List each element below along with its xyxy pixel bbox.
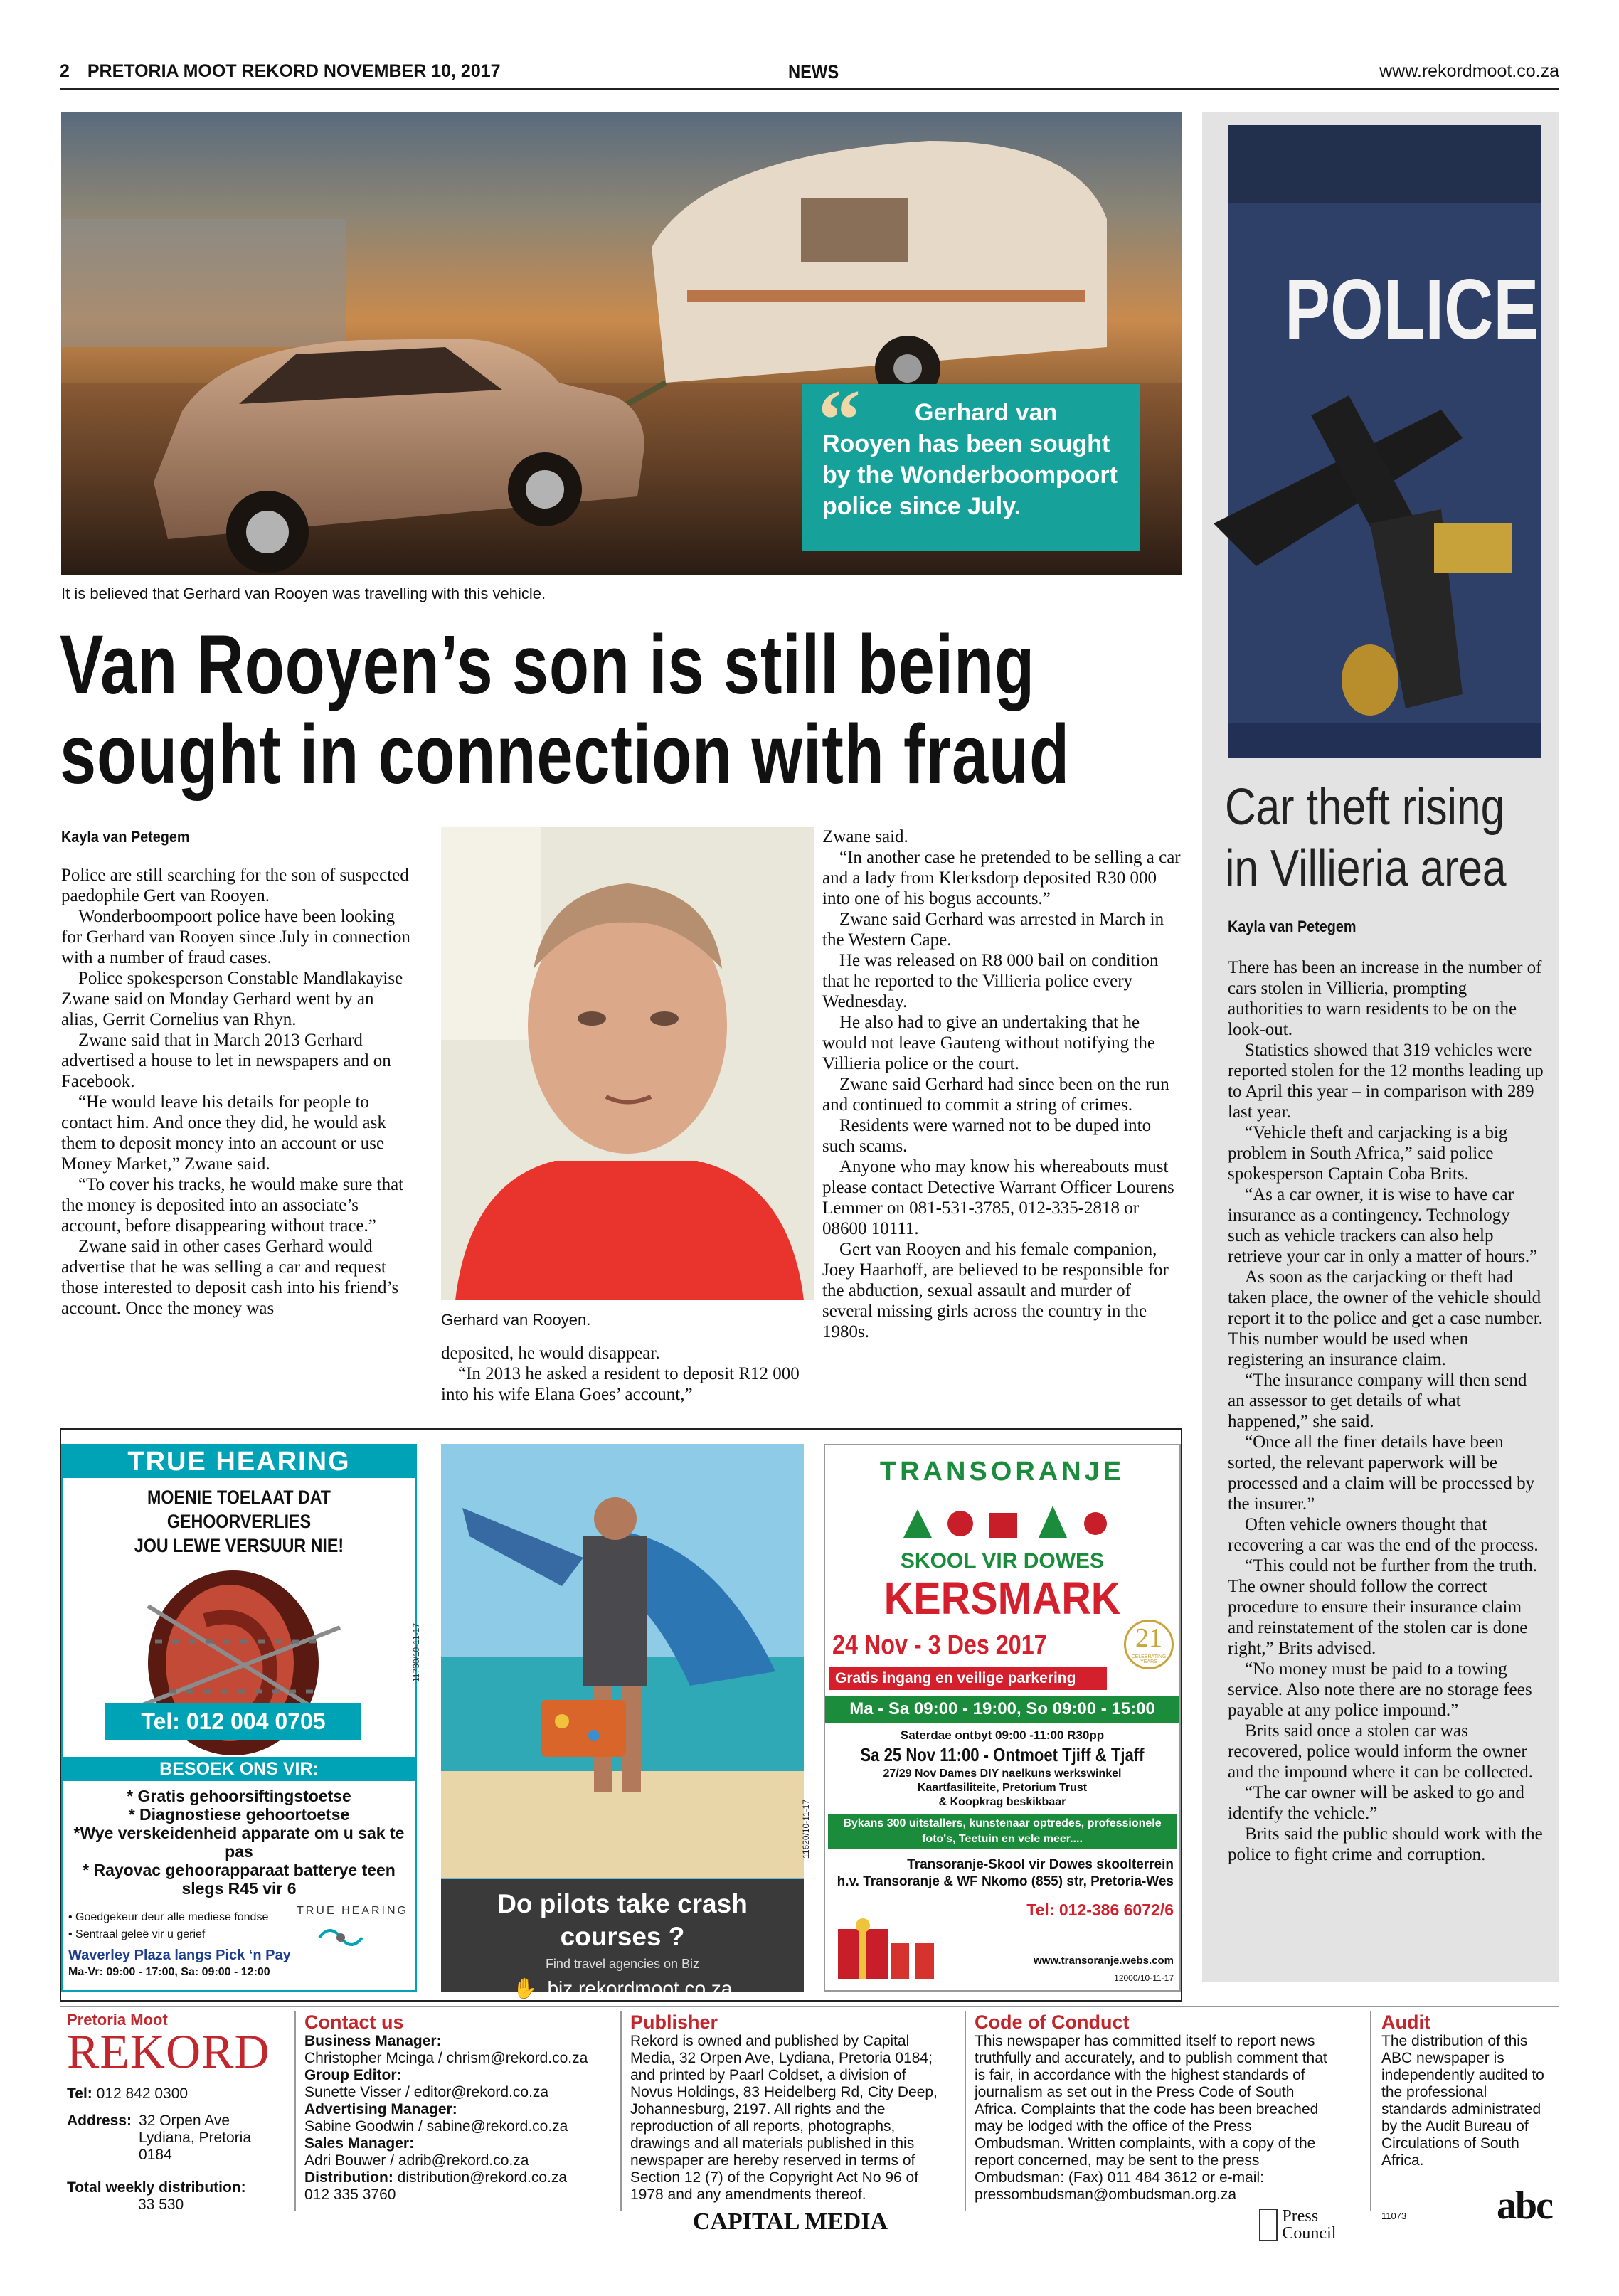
christmas-icons [889,1495,1117,1545]
service-item: * Rayovac gehoorapparaat batterye teen slegs R45 vir 6 [83,1861,396,1898]
footer-publisher [630,2011,950,2236]
paragraph: Zwane said Gerhard was arrested in March in the Western Cape. [822,910,1164,950]
anniversary-badge [1124,1620,1174,1669]
ad-travel[interactable] [441,1444,811,1999]
publisher-text: Rekord is owned and published by Capital Media, 32 Orpen Ave, Lydiana, Pretoria 0184; and printed by Paarl Coldset, a division of Novus Holdings, 83 Heidelberg Rd, City Deep, Johannesburg, 2197. All rights and the reproduction of all reports, photographs, drawings and all materials published in this newspaper are hereby reserved in terms of Section 12 (7) of the Copyright Act No 96 of 1978 and any amendments thereof. [630,2033,938,2203]
tel-label: Tel: [67,2085,92,2102]
masthead-tel-row [67,2085,280,2103]
paragraph: There has been an increase in the number of cars stolen in Villieria, prompting authorities to warn residents to be on the look-out. [1228,958,1542,1039]
paragraph: Often vehicle owners thought that recovering a car was the end of the process. [1228,1515,1539,1555]
ad-hearing-location: Waverley Plaza langs Pick ‘n Pay [68,1947,291,1963]
paragraph: “In 2013 he asked a resident to deposit R12 000 into his wife Elana Goes’ account,” [441,1364,800,1404]
sidebar-byline: Kayla van Petegem [1228,918,1357,935]
ad-market-hours: Ma - Sa 09:00 - 19:00, So 09:00 - 15:00 [825,1696,1179,1723]
venue-line: Transoranje-Skool vir Dowes skoolterrein [907,1857,1174,1872]
ad-market-breakfast: Saterdae ontbyt 09:00 -11:00 R30pp [900,1728,1105,1742]
ad-market-web[interactable]: www.transoranje.webs.com [1034,1955,1174,1967]
paragraph: “Once all the finer details have been sorted, the relevant paperwork will be processed and a claim will be processed by the insurer.” [1228,1433,1535,1514]
paragraph: Police are still searching for the son of suspected paedophile Gert van Rooyen. [61,866,409,905]
paragraph: “He would leave his details for people to contact him. And once they did, he would ask them to deposit money into an account or use Money Market,” Zwane said. [61,1093,386,1174]
header-divider [60,88,1559,90]
badge-label: CELEBRATING YEARS [1131,1654,1167,1664]
pull-quote [802,372,1140,551]
address-label: Address: [67,2112,132,2129]
paragraph: “To cover his tracks, he would make sure that the money is deposited into an associate’s account, before disappearing without trace.” [61,1175,404,1235]
page-number: 2 [60,61,70,81]
contact-role: Sales Manager: [304,2135,415,2152]
true-hearing-logo: TRUE HEARING [297,1905,408,1917]
contact-detail[interactable]: Adri Bouwer / adrib@rekord.co.za [304,2152,529,2169]
distribution-label: Total weekly distribution: [67,2179,246,2196]
paragraph: “In another case he pretended to be selling a car and a lady from Klerksdorp deposited R30 000 into one of his bogus accounts.” [822,848,1181,908]
article-column-1 [61,865,413,1319]
ad-hearing-subtitle-1: MOENIE TOELAAT DAT GEHOORVERLIES [147,1487,331,1532]
footer-code-of-conduct [975,2011,1337,2242]
ad-market-title: KERSMARK [883,1573,1121,1624]
contact-detail[interactable]: Sunette Visser / editor@rekord.co.za [304,2084,549,2100]
code-text: This newspaper has committed itself to report news truthfully and accurately, and to publish comment that is fair, in accordance with the highest standards of journalism as set out in the Press Code of South Africa. Complaints that the code has been breached may be lodged with the office of the Press Ombudsman. Written complaints, with a copy of the report concerned, may be sent to the press Ombudsman: (Fax) 011 484 3612 or e-mail: pressombudsman@ombudsman.org.za [975,2033,1327,2203]
contact-tel[interactable]: 012 335 3760 [304,2186,396,2203]
audit-text: The distribution of this ABC newspaper is independently audited to the professional standards administrated by the Audit Bureau of Circulations of South Africa. [1381,2033,1544,2169]
paragraph: Anyone who may know his whereabouts must please contact Detective Warrant Officer Lourens Lemmer on 081-531-3785, 012-335-2818 or 08600 10111. [822,1157,1174,1238]
portrait-caption: Gerhard van Rooyen. [441,1311,591,1329]
paragraph: Zwane said Gerhard had since been on the run and continued to commit a string of crimes. [822,1075,1169,1115]
ad-travel-headline-2: courses ? [560,1922,685,1951]
sidebar-headline [1225,777,1507,899]
ad-market-dates: 24 Nov - 3 Des 2017 [832,1630,1047,1660]
paragraph: Zwane said in other cases Gerhard would advertise that he was selling a car and request those interested to deposit cash into his friend’s account. Once the money was [61,1237,399,1318]
paragraph: Police spokesperson Constable Mandlakayise Zwane said on Monday Gerhard went by an alias, Gerrit Cornelius van Rhyn. [61,969,403,1029]
ad-hearing-visit: BESOEK ONS VIR: [63,1757,415,1781]
paragraph: Gert van Rooyen and his female companion, Joey Haarhoff, are believed to be responsible for the abduction, sexual assault and murder of several missing girls across the country in the 1980s. [822,1240,1169,1341]
paragraph: “The car owner will be asked to go and identify the vehicle.” [1228,1783,1524,1823]
address-line: 32 Orpen Ave [139,2112,230,2129]
distribution-value: 33 530 [138,2196,184,2213]
hearing-waves-icon [316,1923,366,1952]
footer-divider [60,2006,1559,2007]
paragraph: He also had to give an undertaking that he would not leave Gauteng without notifying the Villieria police or the court. [822,1013,1155,1073]
ad-market-tel[interactable]: Tel: 012-386 6072/6 [1026,1901,1174,1919]
ad-hearing-hours: Ma-Vr: 09:00 - 17:00, Sa: 09:00 - 12:00 [68,1966,270,1978]
footer-masthead [67,2011,280,2213]
paragraph: Zwane said that in March 2013 Gerhard advertised a house to let in newspapers and on Facebook. [61,1031,391,1091]
service-item: * Gratis gehoorsiftingstoetse [127,1787,351,1805]
badge-number: 21 [1135,1623,1162,1653]
ad-market-school: SKOOL VIR DOWES [900,1549,1105,1573]
paragraph: “Vehicle theft and carjacking is a big problem in South Africa,” said police spokesperson Captain Coba Brits. [1228,1123,1508,1184]
footer-separator [620,2011,622,2211]
ad-travel-url[interactable]: biz.rekordmoot.co.za [547,1977,733,1999]
paragraph: Brits said the public should work with the police to fight crime and corruption. [1228,1824,1543,1864]
paragraph: “The insurance company will then send an assessor to get details of what happened,” she said. [1228,1371,1527,1431]
contact-detail[interactable]: Sabine Goodwin / sabine@rekord.co.za [304,2118,568,2135]
paper-dateline: PRETORIA MOOT REKORD NOVEMBER 10, 2017 [87,61,501,81]
masthead-small: Pretoria Moot [67,2011,168,2029]
ad-hearing-tel[interactable]: Tel: 012 004 0705 [105,1703,361,1740]
detail-line: & Koopkrag beskikbaar [938,1796,1066,1808]
paragraph: deposited, he would disappear. [441,1344,660,1363]
masthead-address-row [67,2112,280,2164]
sidebar-headline-line-1: Car theft rising [1225,779,1505,836]
pull-quote-text: Gerhard van Rooyen has been sought by the Wonderboompoort police since July. [822,399,1118,520]
press-council-logo [1259,2208,1337,2242]
bullet-item: • Goedgekeur deur alle mediese fondse [68,1911,269,1923]
ad-market-venue [825,1856,1179,1891]
contact-role: Business Manager: [304,2033,442,2049]
address-line: Lydiana, Pretoria [139,2130,252,2146]
ad-hearing-title: TRUE HEARING [63,1445,415,1478]
contact-detail[interactable]: distribution@rekord.co.za [397,2169,568,2186]
ad-hearing-services [70,1787,408,1898]
paragraph: He was released on R8 000 bail on condition that he reported to the Villieria police every Wednesday. [822,951,1159,1011]
contact-role: Distribution: [304,2169,393,2186]
ad-market-details [825,1767,1179,1809]
code-title: Code of Conduct [975,2011,1130,2033]
ad-travel-url-row[interactable] [441,1975,804,2003]
ad-travel-panel [441,1879,804,1999]
police-photo [1228,125,1541,758]
footer-contacts [304,2011,617,2204]
ad-transoranje[interactable] [824,1444,1181,1992]
service-item: * Diagnostiese gehoortoetse [128,1805,350,1824]
detail-line: Kaartfasiliteite, Pretorium Trust [917,1782,1088,1794]
paragraph: Statistics showed that 319 vehicles were reported stolen for the 12 months leading up to April this year – in comparison with 289 last year. [1228,1041,1544,1122]
publisher-title: Publisher [630,2011,718,2033]
sidebar-headline-line-2: in Villieria area [1225,840,1507,897]
contacts-title: Contact us [304,2011,404,2033]
detail-line: 27/29 Nov Dames DIY naelkuns werkswinkel [883,1768,1122,1780]
venue-line: h.v. Transoranje & WF Nkomo (855) str, Pretoria-Wes [837,1874,1174,1889]
masthead-address [139,2112,251,2164]
headline-line-1: Van Rooyen’s son is still being [60,618,1035,712]
gift-boxes-icon [831,1893,945,1986]
paragraph: Wonderboompoort police have been looking for Gerhard van Rooyen since July in connection with a number of fraud cases. [61,907,410,967]
ad-ref: 11620/10-11-17 [801,1800,811,1859]
paragraph: “This could not be further from the truth. The owner should follow the correct procedure to ensure their insurance claim and reinstatement of the stolen car is done right,” Brits advised. [1228,1556,1537,1658]
section-label: NEWS [788,61,839,83]
contact-role: Group Editor: [304,2067,402,2083]
ad-ref: 11730/10-11-17 [411,1623,421,1682]
audit-ref: 11073 [1381,2211,1407,2221]
paragraph: Residents were warned not to be duped into such scams. [822,1116,1152,1156]
article-byline: Kayla van Petegem [61,828,190,846]
footer-separator [965,2011,966,2211]
contact-role: Advertising Manager: [304,2101,457,2117]
masthead-tel[interactable]: 012 842 0300 [96,2085,189,2102]
ad-travel-headline-1: Do pilots take crash [497,1889,748,1918]
ad-true-hearing[interactable] [61,1444,421,1992]
ad-market-brand: TRANSORANJE [879,1457,1125,1487]
capital-media-logo: CAPITAL MEDIA [692,2209,888,2235]
contact-detail[interactable]: Christopher Mcinga / chrism@rekord.co.za [304,2050,588,2066]
website-link[interactable]: www.rekordmoot.co.za [1379,61,1559,81]
paragraph: “As a car owner, it is wise to have car insurance as a contingency. Technology such as vehicle trackers can also help retrieve your car in only a matter of hours.” [1228,1185,1538,1266]
address-line: 0184 [139,2147,172,2163]
page-header [60,61,514,82]
ad-travel-sub: Find travel agencies on Biz [545,1957,700,1971]
masthead-logo: REKORD [67,2024,270,2078]
ad-market-entry: Gratis ingang en veilige parkering [829,1667,1107,1690]
footer-separator [1370,2011,1371,2211]
paragraph: Brits said once a stolen car was recovered, police would inform the owner and the impound where it can be collected. [1228,1721,1534,1782]
ad-hearing-subtitle-2: JOU LEWE VERSUUR NIE! [134,1535,344,1556]
footer-separator [294,2011,296,2211]
ad-market-event: Sa 25 Nov 11:00 - Ontmoet Tjiff & Tjaff [860,1744,1145,1765]
paragraph: Zwane said. [822,827,908,846]
portrait-photo [441,827,814,1300]
ad-hearing-bullets [68,1909,268,1943]
article-headline [60,618,1071,802]
footer-audit [1381,2011,1552,2228]
ad-ref: 12000/10-11-17 [1114,1973,1174,1983]
service-item: *Wye verskeidenheid apparate om u sak te pas [73,1824,405,1861]
article-column-3 [822,827,1182,1342]
police-lettering: POLICE [1285,262,1539,358]
photo-caption: It is believed that Gerhard van Rooyen was travelling with this vehicle. [61,585,546,602]
bullet-item: • Sentraal geleë vir u gerief [68,1928,206,1940]
handshake-icon: ✋ [512,1977,538,1999]
abc-logo: abc [1497,2184,1552,2228]
audit-logos [1381,2184,1552,2228]
press-council-icon [1259,2209,1278,2241]
sidebar-body [1228,957,1544,1865]
press-council-text: Press Council [1282,2207,1337,2243]
headline-line-2: sought in connection with fraud [60,708,1071,802]
paragraph: As soon as the carjacking or theft had taken place, the owner of the vehicle should report it to the police and get a case number. This number would be used when registering an insurance claim. [1228,1267,1543,1369]
audit-title: Audit [1381,2011,1430,2033]
paragraph: “No money must be paid to a towing service. Also note there are no storage fees payable at any police impound.” [1228,1659,1532,1720]
quote-mark-icon: “ [818,372,861,467]
ad-market-stalls: Bykans 300 uitstallers, kunstenaar optredes, professionele foto's, Teetuin en vele meer.... [828,1814,1177,1849]
article-column-2 [441,1343,814,1405]
